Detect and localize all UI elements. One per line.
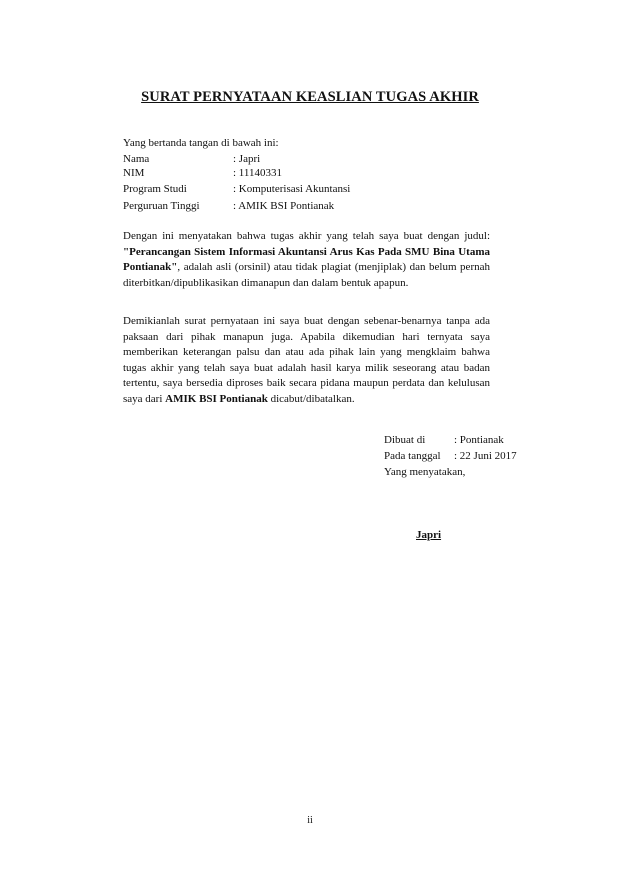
declaration-text-after: , adalah asli (orsinil) atau tidak plagiat (menjiplak) dan belum pernah diterbitkan/dipublikasikan dimanapun dan dalam bentuk apapun. bbox=[123, 261, 490, 289]
identity-value: : Komputerisasi Akuntansi bbox=[233, 183, 351, 195]
date-value: : 22 Juni 2017 bbox=[454, 450, 517, 462]
identity-row-nim bbox=[123, 167, 282, 179]
declaration-text-before: Dengan ini menyatakan bahwa tugas akhir yang telah saya buat dengan judul: bbox=[123, 230, 490, 242]
closing-text-before: Demikianlah surat pernyataan ini saya buat dengan sebenar-benarnya tanpa ada paksaan dari pihak manapun juga. Apabila dikemudian hari ternyata saya memberikan keterangan palsu dan atau ada pihak lain yang mengklaim bahwa tugas akhir yang telah saya buat adalah hasil karya milik seseorang atau badan tertentu, saya bersedia diproses baik secara pidana maupun perdata dan kelulusan saya dari bbox=[123, 315, 490, 405]
identity-value: : 11140331 bbox=[233, 167, 282, 179]
identity-row-name bbox=[123, 153, 260, 165]
identity-row-program bbox=[123, 183, 350, 195]
signature-place-row bbox=[384, 434, 504, 446]
closing-text-after: dicabut/dibatalkan. bbox=[267, 392, 355, 405]
date-label: Pada tanggal bbox=[384, 450, 441, 462]
signer-name: Japri bbox=[416, 529, 442, 541]
statement-text: Yang menyatakan, bbox=[384, 466, 466, 478]
thesis-title: "Perancangan Sistem Informasi Akuntansi Arus Kas Pada SMU Bina Utama Pontianak" bbox=[123, 245, 490, 273]
identity-value: : AMIK BSI Pontianak bbox=[233, 200, 335, 212]
place-value: : Pontianak bbox=[454, 434, 504, 446]
declaration-paragraph bbox=[123, 229, 490, 291]
identity-label: Nama bbox=[123, 153, 150, 165]
identity-label: Perguruan Tinggi bbox=[123, 200, 200, 212]
identity-row-institution bbox=[123, 200, 334, 212]
closing-paragraph bbox=[123, 314, 490, 407]
identity-label: Program Studi bbox=[123, 183, 187, 195]
signature-date-row bbox=[384, 450, 517, 462]
institution-name: AMIK BSI Pontianak bbox=[165, 392, 268, 405]
page-number: ii bbox=[307, 815, 313, 826]
document-title: SURAT PERNYATAAN KEASLIAN TUGAS AKHIR bbox=[141, 89, 479, 105]
identity-value: : Japri bbox=[233, 153, 261, 165]
identity-label: NIM bbox=[123, 167, 145, 179]
intro-text: Yang bertanda tangan di bawah ini: bbox=[123, 137, 279, 149]
place-label: Dibuat di bbox=[384, 434, 426, 446]
